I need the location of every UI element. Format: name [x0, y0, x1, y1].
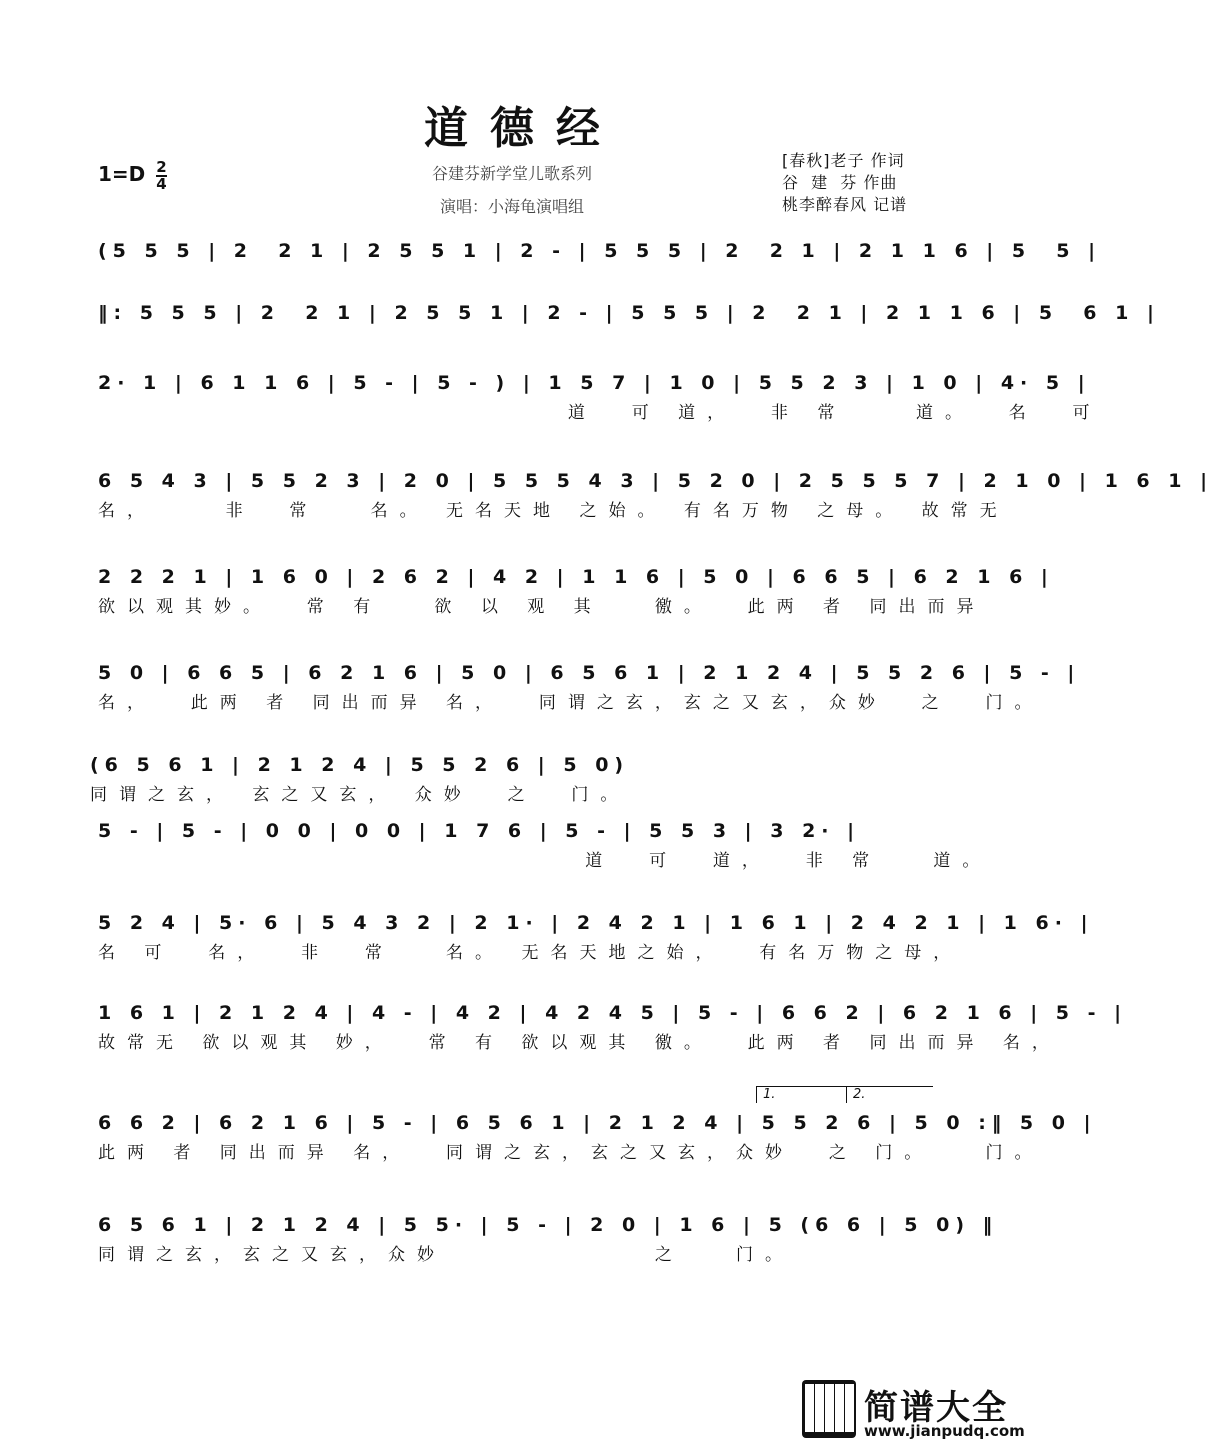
notation-line: 2 2 2 1 | 1 6 0 | 2 6 2 | 4 2 | 1 1 6 | 5 0 | 6 6 5 | 6 2 1 6 | — [98, 566, 1054, 588]
score-row-8 — [98, 814, 992, 874]
score-row-5 — [98, 560, 1054, 620]
lyric-line: 名， 此两 者 同出而异 名， 同谓之玄，玄之又玄，众妙 之 门。 — [98, 693, 1044, 713]
score-row-3 — [98, 366, 1102, 426]
lyricist-credit: [春秋]老子 作词 — [782, 151, 905, 170]
volta-first-label: 1. — [763, 1087, 776, 1102]
lyric-line: 同谓之玄，玄之又玄，众妙 之 门。 — [98, 1245, 795, 1265]
notation-line: (6 5 6 1 | 2 1 2 4 | 5 5 2 6 | 5 0) — [90, 754, 630, 776]
score-row-11 — [98, 1106, 1097, 1166]
score-row-1 — [98, 234, 1102, 268]
series-label: 谷建芬新学堂儿歌系列 — [431, 164, 592, 183]
score-row-12 — [98, 1208, 999, 1268]
notation-line: 5 0 | 6 6 5 | 6 2 1 6 | 5 0 | 6 5 6 1 | 2 1 2 4 | 5 5 2 6 | 5 - | — [98, 662, 1081, 684]
volta-second-ending — [846, 1086, 933, 1103]
key-label: 1=D — [98, 162, 146, 186]
volta-first-ending — [756, 1086, 849, 1103]
notation-line: 5 - | 5 - | 0 0 | 0 0 | 1 7 6 | 5 - | 5 5 3 | 3 2· | — [98, 820, 861, 842]
transcriber-credit: 桃李醉春风 记谱 — [782, 195, 908, 214]
lyric-line: 名， 非 常 名。 无名天地 之始。 有名万物 之母。 故常无 — [98, 501, 1009, 521]
lyric-line: 道 可 道， 非 常 道。 名 可 — [98, 403, 1102, 423]
page-title: 道德经 — [424, 103, 622, 154]
notation-line: 6 6 2 | 6 2 1 6 | 5 - | 6 5 6 1 | 2 1 2 4 | 5 5 2 6 | 5 0 :‖ 5 0 | — [98, 1112, 1097, 1134]
watermark-brand: 简谱大全 — [864, 1388, 1008, 1428]
credits — [782, 150, 907, 216]
notation-line: (5 5 5 | 2 2 1 | 2 5 5 1 | 2 - | 5 5 5 | 2 2 1 | 2 1 1 6 | 5 5 | — [98, 240, 1102, 262]
lyric-line: 同谓之玄， 玄之又玄， 众妙 之 门。 — [90, 785, 630, 805]
notation-line: 5 2 4 | 5· 6 | 5 4 3 2 | 2 1· | 2 4 2 1 | 1 6 1 | 2 4 2 1 | 1 6· | — [98, 912, 1094, 934]
score-row-2 — [98, 296, 1160, 330]
piano-icon — [802, 1380, 856, 1438]
lyric-line: 名 可 名， 非 常 名。 无名天地之始， 有名万物之母， — [98, 943, 963, 963]
volta-second-label: 2. — [853, 1087, 866, 1102]
notation-line: ‖: 5 5 5 | 2 2 1 | 2 5 5 1 | 2 - | 5 5 5 | 2 2 1 | 2 1 1 6 | 5 6 1 | — [98, 302, 1160, 324]
notation-line: 2· 1 | 6 1 1 6 | 5 - | 5 - ) | 1 5 7 | 1 0 | 5 5 2 3 | 1 0 | 4· 5 | — [98, 372, 1091, 394]
lyric-line: 故常无 欲以观其 妙， 常 有 欲以观其 徼。 此两 者 同出而异 名， — [98, 1033, 1061, 1053]
score-row-4 — [98, 464, 1213, 524]
score-row-6 — [98, 656, 1081, 716]
notation-line: 1 6 1 | 2 1 2 4 | 4 - | 4 2 | 4 2 4 5 | 5 - | 6 6 2 | 6 2 1 6 | 5 - | — [98, 1002, 1128, 1024]
time-top: 2 — [156, 158, 167, 176]
notation-line: 6 5 6 1 | 2 1 2 4 | 5 5· | 5 - | 2 0 | 1 6 | 5 (6 6 | 5 0) ‖ — [98, 1214, 999, 1236]
time-bottom: 4 — [156, 175, 167, 193]
lyric-line: 此两 者 同出而异 名， 同谓之玄，玄之又玄，众妙 之 门。 门。 — [98, 1143, 1044, 1163]
site-watermark — [802, 1380, 1025, 1442]
score-row-7 — [90, 748, 920, 808]
score-row-9 — [98, 906, 1094, 966]
lyric-line: 道 可 道， 非 常 道。 — [98, 851, 992, 871]
composer-credit: 谷 建 芬 作曲 — [782, 173, 898, 192]
lyric-line: 欲以观其妙。 常 有 欲 以 观 其 徼。 此两 者 同出而异 — [98, 597, 986, 617]
notation-line: 6 5 4 3 | 5 5 2 3 | 2 0 | 5 5 5 4 3 | 5 2 0 | 2 5 5 5 7 | 2 1 0 | 1 6 1 | — [98, 470, 1213, 492]
singer-label: 演唱：小海龟演唱组 — [439, 197, 584, 216]
watermark-domain: www.jianpudq.com — [864, 1422, 1025, 1440]
score-row-10 — [98, 996, 1128, 1056]
